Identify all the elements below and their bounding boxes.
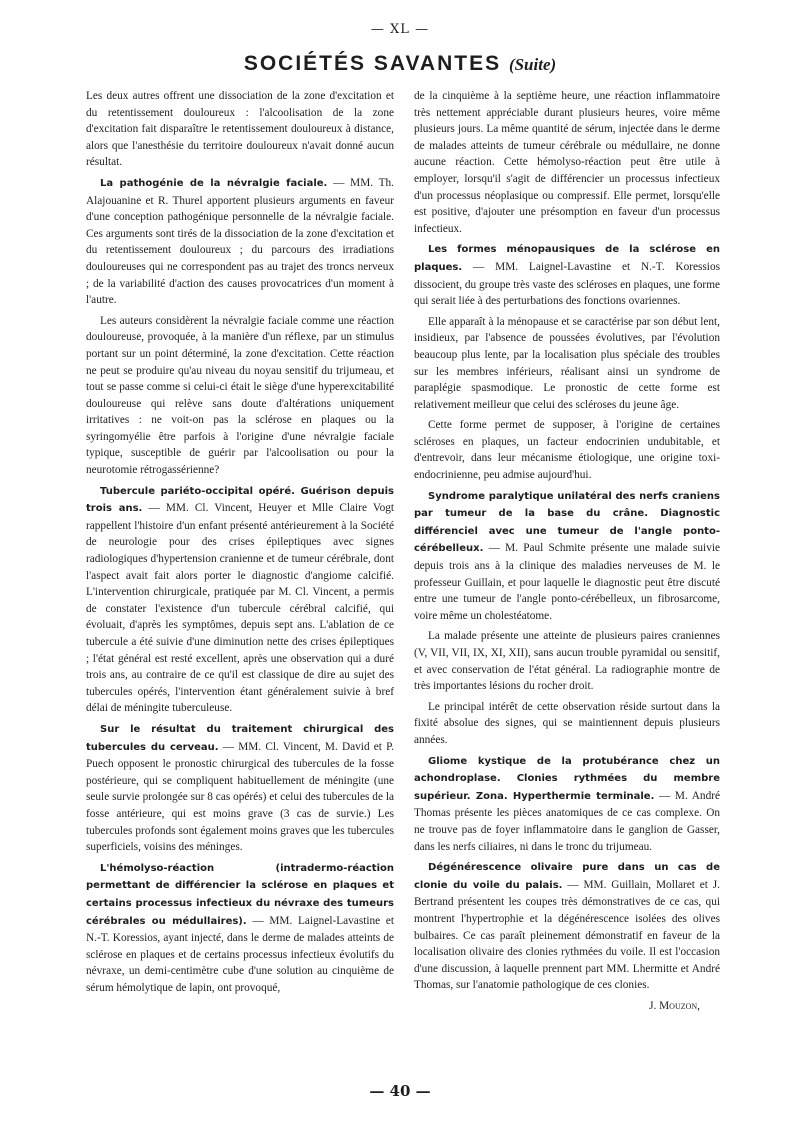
right-heading-degenerescence: Dégénérescence olivaire pure dans un cas de clonie du voile du palais. bbox=[414, 862, 720, 891]
left-column bbox=[86, 88, 394, 1000]
left-heading-nevralgie: La pathogénie de la névralgie faciale. bbox=[100, 177, 328, 189]
roman-page-number: — XL — bbox=[370, 22, 430, 37]
right-section-syndrome bbox=[414, 488, 720, 625]
right-paragraph-1: de la cinquième à la septième heure, une réaction inflammatoire très nettement appréciable durant plusieurs heures, voire même plusieurs jours. La même quantité de sérum, injectée dans le derme de malades atteints de tumeur cérébrale ou médullaire, ne donne aucune réaction. Cette hémolyso-réaction peut être utile à employer, lorsqu'il s'agit de différencier un processus infectieux d'un processus néoplasique ou compressif. Elle permet, lorsqu'elle est positive, d'ajouter une présomption en faveur d'un processus infectieux. bbox=[414, 90, 720, 235]
left-paragraph-5: — MM. Cl. Vincent, M. David et P. Puech opposent le pronostic chirurgical des tubercules de la fosse postérieure, qui se compliquent habituellement de méningite (une seule survie prolongée sur 8 cas opérés) et celui des tubercules de la fosse antérieure, qui est moins grave (3 cas de survie.) Les tubercules profonds sont également moins graves que les tubercules superficiels, voisins des méninges. bbox=[86, 740, 394, 854]
left-paragraph-4: — MM. Cl. Vincent, Heuyer et Mlle Claire Vogt rappellent l'histoire d'un enfant présenté antérieurement à la Société de neurologie pour des crises épileptiques avec signes radiologiques d'hypertension cranienne et de tumeur cérébrale, dont l'aspect avait fait alors porter le diagnostic d'angiome calcifié. L'intervention chirurgicale, pratiquée par M. Cl. Vincent, a permis de constater l'existence d'un tubercule cérébral calcifié, qui évoluait, d'après les symptômes, depuis sept ans. L'ablation de ce tubercule a été suivie d'une diminution nette des crises épileptiques ; l'état général est resté excellent, après une observation qui a duré trois ans, au contraire de ce qu'il est classique de dire au sujet des tubercules opérés, l'intervention étant généralement suivie à bref délai de méningite tuberculeuse. bbox=[86, 502, 395, 715]
left-heading-traitement: Sur le résultat du traitement chirurgical des tubercules du cerveau. bbox=[86, 723, 394, 753]
right-column bbox=[414, 88, 720, 1014]
right-paragraph-7: Le principal intérêt de cette observation réside surtout dans la fixité absolue des signes, qui se maintiennent depuis plusieurs années. bbox=[414, 700, 720, 746]
title-suffix: (Suite) bbox=[508, 55, 557, 74]
right-paragraph-6: La malade présente une atteinte de plusieurs paires craniennes (V, VII, VII, IX, XI, XII), sans aucun trouble pyramidal ou sensitif, et avec conservation de l'état général. La radiographie montre de très importantes lésions du rocher droit. bbox=[414, 630, 720, 693]
left-section-hemolyso bbox=[86, 860, 394, 997]
left-section-tubercule bbox=[86, 483, 394, 717]
title-main: SOCIÉTÉS SAVANTES bbox=[243, 52, 502, 75]
page-number: — 40 — bbox=[369, 1082, 431, 1100]
left-paragraph-3: Les auteurs considèrent la névralgie faciale comme une réaction douloureuse, provoquée, à la manière d'un réflexe, par un stimulus portant sur un point déterminé, la zone d'excitation. Cette réaction ne peut se produire qu'au niveau du noyau sensitif du trijumeau, et tout se passe comme si celui-ci était le siège d'une hyperexcitabilité douloureuse qui relève sans doute d'altérations uniquement irritatives : ne voit-on pas la sclérose en plaques ou la syringomyélie être parfois à l'origine d'une névralgie faciale typique, susceptible de guérir par l'alcoolisation ou pour la neurotomie rétrogassérienne? bbox=[86, 314, 394, 477]
right-section-menopause bbox=[414, 241, 720, 309]
right-paragraph-3: Elle apparaît à la ménopause et se caractérise par son début lent, insidieux, par l'absence de poussées évolutives, par l'évolution beaucoup plus lente, par la localisation plus spéciale des troubles sur les membres inférieurs, réalisant ainsi un syndrome de paraplégie spasmodique. Le pronostic de cette forme est relativement meilleur que celui des scléroses du jeune âge. bbox=[414, 315, 720, 411]
author-signature: J. Mouzon, bbox=[649, 999, 700, 1012]
left-heading-hemolyso: L'hémolyso-réaction (intradermo-réaction permettant de différencier la sclérose en plaques et certains processus infectieux du névraxe des tumeurs cérébrales ou médullaires). bbox=[86, 862, 394, 927]
left-section-nevralgie bbox=[86, 175, 394, 309]
left-paragraph-1: Les deux autres offrent une dissociation de la zone d'excitation et du retentissement douloureux : l'alcoolisation de la zone d'excitation fait disparaître le retentissement douloureux à distance, alors que l'anesthésie du territoire douloureux n'avait donné aucun résultat. bbox=[86, 90, 394, 169]
right-paragraph-8: — M. André Thomas présente les pièces anatomiques de ce cas complexe. On ne trouve pas de foyer inflammatoire dans le ganglion de Gasser, dans les nerfs ciliaires, ni dans le tronc du trijumeau. bbox=[414, 789, 720, 853]
page-title bbox=[0, 52, 800, 76]
right-section-gliome bbox=[414, 753, 720, 856]
left-heading-tubercule: Tubercule pariéto-occipital opéré. Guérison depuis trois ans. bbox=[86, 485, 394, 515]
right-section-degenerescence bbox=[414, 859, 720, 994]
right-heading-menopause: Les formes ménopausiques de la sclérose en plaques. bbox=[414, 244, 720, 273]
left-paragraph-2: — MM. Th. Alajouanine et R. Thurel apportent plusieurs arguments en faveur d'une conception pathogénique personnelle de la névralgie faciale. Ces arguments sont tirés de la dissociation de la zone d'excitation et du retentissement douloureux ; du parcours des irradiations douloureuses qui ne correspondent pas au trajet des troncs nerveux ; de la variabilité d'action des causes provocatrices d'un moment à l'autre. bbox=[86, 176, 394, 307]
right-heading-syndrome: Syndrome paralytique unilatéral des nerfs craniens par tumeur de la base du crâne. Diagnostic différenciel avec une tumeur de l'angle ponto-cérébelleux. bbox=[414, 490, 720, 555]
right-paragraph-9: — MM. Guillain, Mollaret et J. Bertrand présentent les coupes très démonstratives de ce cas, qui montrent l'hypertrophie et la dégénérescence isolées des olives bulbaires. Ce cas paraît pleinement démonstratif en faveur de la localisation olivaire des clonies rythmées du voile. Il est l'occasion d'une discussion, à laquelle prennent part MM. Lhermitte et André Thomas, sur l'anatomie pathologique de ces clonies. bbox=[414, 878, 720, 992]
right-paragraph-4: Cette forme permet de supposer, à l'origine de certaines scléroses en plaques, un facteur endocrinien undubitable, et d'entrevoir, dans leur mécanisme étiologique, une origine toxi-endocrinienne, peu admise aujourd'hui. bbox=[414, 419, 720, 482]
right-heading-gliome: Gliome kystique de la protubérance chez un achondroplase. Clonies rythmées du membre supérieur. Zona. Hyperthermie terminale. bbox=[414, 755, 720, 802]
right-paragraph-5: — M. Paul Schmite présente une malade suivie depuis trois ans à la clinique des maladies nerveuses de M. le professeur Guillain, et pour laquelle le diagnostic peut être discuté entre une tumeur de l'angle ponto-cérébelleux, un fibrosarcome, voire même un cholestéatome. bbox=[414, 542, 720, 622]
left-paragraph-6: — MM. Laignel-Lavastine et N.-T. Koressios, ayant injecté, dans le derme de malades atteints de sclérose en plaques et de certains processus infectieux évolutifs du névraxe, un demi-centimètre cube d'une solution au cinquième de sérum hémolytique de lapin, ont provoqué, bbox=[86, 914, 394, 994]
left-section-traitement bbox=[86, 721, 394, 856]
right-paragraph-2: — MM. Laignel-Lavastine et N.-T. Koressios dissocient, du groupe très vaste des scléroses en plaques, une forme qui serait liée à des perturbations des fonctions ovariennes. bbox=[414, 260, 720, 308]
